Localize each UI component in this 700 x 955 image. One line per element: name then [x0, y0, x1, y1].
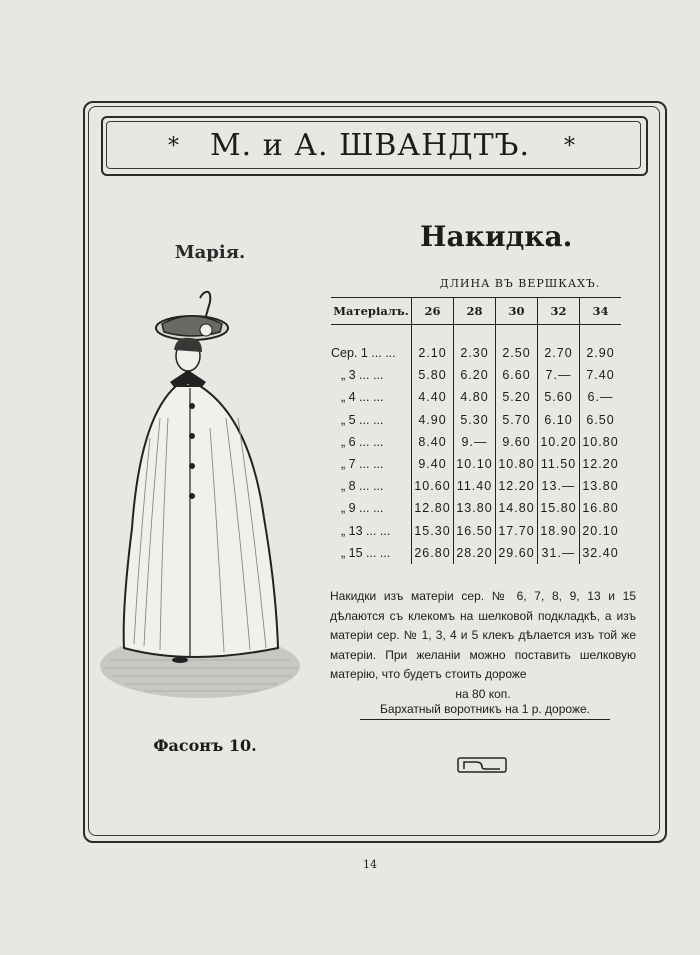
price-cell: 7.—	[538, 364, 580, 386]
price-cell: 5.70	[496, 409, 538, 431]
table-row	[331, 386, 621, 408]
material-label: „ 6 ... ...	[341, 434, 384, 449]
velvet-collar-note: Бархатный воротникъ на 1 р. дороже.	[360, 702, 610, 720]
price-cell: 12.20	[580, 453, 622, 475]
column-header-size: 30	[496, 298, 538, 325]
price-cell: 12.80	[412, 497, 454, 519]
price-cell: 6.20	[454, 364, 496, 386]
price-cell: 5.80	[412, 364, 454, 386]
price-cell: 2.90	[580, 342, 622, 364]
price-cell: 8.40	[412, 431, 454, 453]
price-cell: 10.80	[580, 431, 622, 453]
style-number: Фасонъ 10.	[153, 736, 257, 755]
table-header-row	[331, 298, 621, 325]
table-row	[331, 520, 621, 542]
price-cell: 11.40	[454, 475, 496, 497]
page-number: 14	[363, 858, 377, 871]
price-cell: 11.50	[538, 453, 580, 475]
price-cell: 2.10	[412, 342, 454, 364]
column-header-size: 28	[454, 298, 496, 325]
price-cell: 9.60	[496, 431, 538, 453]
brand-title: М. и А. ШВАНДТЪ.	[209, 128, 531, 163]
price-cell: 13.80	[580, 475, 622, 497]
price-cell: 13.—	[538, 475, 580, 497]
product-title: Накидка.	[420, 220, 573, 253]
price-cell: 26.80	[412, 542, 454, 564]
price-cell: 10.20	[538, 431, 580, 453]
price-cell: 4.90	[412, 409, 454, 431]
ornament-icon	[456, 756, 508, 774]
price-cell: 29.60	[496, 542, 538, 564]
price-cell: 20.10	[580, 520, 622, 542]
table-row	[331, 364, 621, 386]
price-cell: 5.60	[538, 386, 580, 408]
table-row	[331, 431, 621, 453]
price-cell: 4.80	[454, 386, 496, 408]
price-cell: 17.70	[496, 520, 538, 542]
price-cell: 9.40	[412, 453, 454, 475]
price-cell: 2.30	[454, 342, 496, 364]
material-label: „ 4 ... ...	[341, 390, 384, 405]
price-cell: 14.80	[496, 497, 538, 519]
star-ornament-left: *	[168, 134, 179, 159]
table-row	[331, 409, 621, 431]
price-cell: 16.50	[454, 520, 496, 542]
note-tail: на 80 коп.	[455, 686, 511, 701]
table-row	[331, 542, 621, 564]
price-cell: 15.30	[412, 520, 454, 542]
material-label: „ 3 ... ...	[341, 368, 384, 383]
price-cell: 5.30	[454, 409, 496, 431]
model-name: Марія.	[174, 242, 246, 263]
column-header-material: Матеріалъ.	[331, 298, 412, 325]
material-label: „ 15 ... ...	[341, 545, 391, 560]
description-note	[330, 587, 636, 704]
column-header-size: 34	[580, 298, 622, 325]
material-label: Сер. 1 ... ...	[331, 346, 396, 361]
table-row	[331, 497, 621, 519]
note-text: Накидки изъ матеріи сер. № 6, 7, 8, 9, 13 и 15 дѣлаются съ клекомъ на шелковой подкладкѣ, а изъ матеріи сер. № 1, 3, 4 и 5 клекъ дѣлается изъ той же матеріи. При желаніи можно поставить шелковую матерію, что будетъ стоить дороже	[330, 589, 636, 681]
price-cell: 4.40	[412, 386, 454, 408]
cape-illustration	[100, 288, 305, 713]
table-subtitle: ДЛИНА ВЪ ВЕРШКАХЪ.	[439, 277, 601, 290]
price-cell: 6.60	[496, 364, 538, 386]
price-cell: 6.10	[538, 409, 580, 431]
price-cell: 28.20	[454, 542, 496, 564]
price-cell: 9.—	[454, 431, 496, 453]
price-cell: 10.10	[454, 453, 496, 475]
price-cell: 6.50	[580, 409, 622, 431]
price-cell: 15.80	[538, 497, 580, 519]
price-cell: 16.80	[580, 497, 622, 519]
star-ornament-right: *	[564, 134, 575, 159]
table-row	[331, 475, 621, 497]
price-cell: 2.70	[538, 342, 580, 364]
price-table	[331, 297, 621, 564]
price-cell: 32.40	[580, 542, 622, 564]
material-label: „ 13 ... ...	[341, 523, 391, 538]
table-row	[331, 453, 621, 475]
price-cell: 31.—	[538, 542, 580, 564]
price-cell: 13.80	[454, 497, 496, 519]
price-cell: 10.80	[496, 453, 538, 475]
column-header-size: 32	[538, 298, 580, 325]
price-cell: 12.20	[496, 475, 538, 497]
material-label: „ 9 ... ...	[341, 501, 384, 516]
price-cell: 6.—	[580, 386, 622, 408]
price-cell: 10.60	[412, 475, 454, 497]
price-cell: 18.90	[538, 520, 580, 542]
column-header-size: 26	[412, 298, 454, 325]
table-row	[331, 342, 621, 364]
material-label: „ 5 ... ...	[341, 412, 384, 427]
price-cell: 7.40	[580, 364, 622, 386]
material-label: „ 8 ... ...	[341, 479, 384, 494]
material-label: „ 7 ... ...	[341, 457, 384, 472]
price-cell: 2.50	[496, 342, 538, 364]
price-cell: 5.20	[496, 386, 538, 408]
